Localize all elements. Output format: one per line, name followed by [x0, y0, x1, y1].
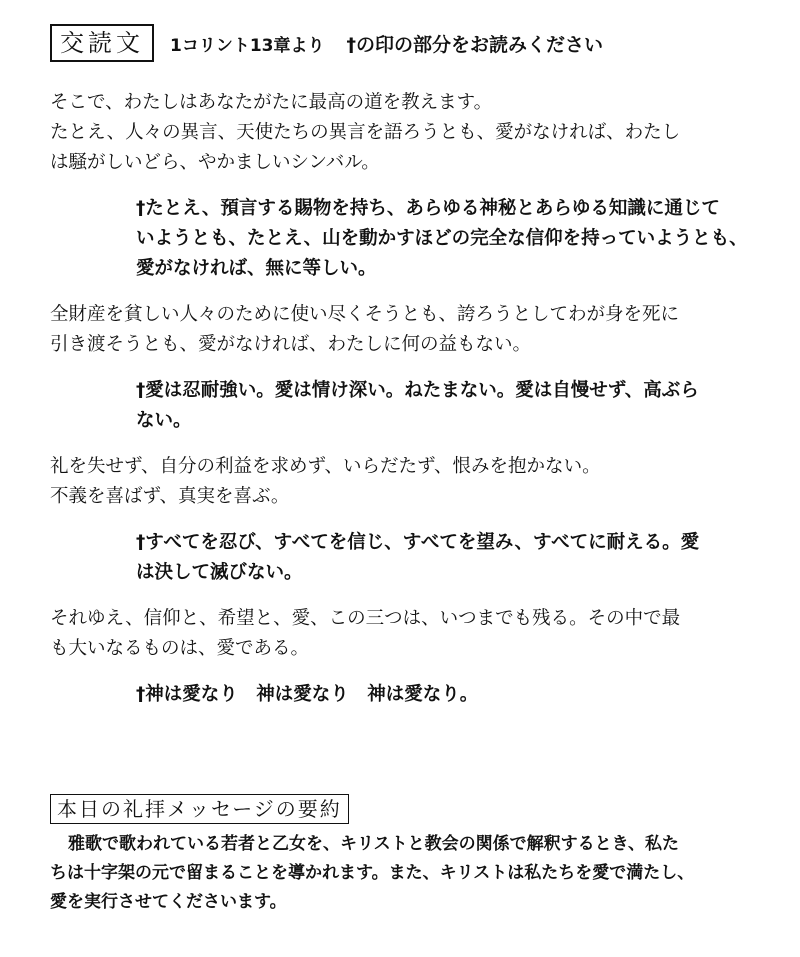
sermon-summary [50, 794, 755, 917]
text-line: いようとも、たとえ、山を動かすほどの完全な信仰を持っていようとも、 [136, 228, 748, 249]
leader-paragraph-4 [50, 604, 755, 664]
responsive-reading [50, 88, 755, 726]
text-line: 愛を実行させてくださいます。 [50, 892, 287, 912]
text-line: †神は愛なり 神は愛なり 神は愛なり。 [136, 684, 479, 705]
summary-title-box: 本日の礼拝メッセージの要約 [50, 794, 349, 824]
text-line: それゆえ、信仰と、希望と、愛、この三つは、いつまでも残る。その中で最 [50, 608, 681, 629]
text-line: 礼を失せず、自分の利益を求めず、いらだたず、恨みを抱かない。 [50, 456, 601, 477]
text-line: ちは十字架の元で留まることを導かれます。また、キリストは私たちを愛で満たし、 [50, 863, 695, 883]
text-line: も大いなるものは、愛である。 [50, 638, 310, 659]
reading-title-box: 交読文 [50, 24, 154, 62]
summary-text [50, 830, 755, 917]
leader-paragraph-2 [50, 300, 755, 360]
leader-paragraph-1 [50, 88, 755, 178]
text-line: 雅歌で歌われている若者と乙女を、キリストと教会の関係で解釈するとき、私た [68, 834, 679, 854]
reading-instruction: †の印の部分をお読みください [346, 33, 604, 56]
text-line: は決して滅びない。 [136, 562, 303, 583]
text-line: 引き渡そうとも、愛がなければ、わたしに何の益もない。 [50, 334, 532, 355]
text-line: 不義を喜ばず、真実を喜ぶ。 [50, 486, 290, 507]
congregation-response-3 [136, 528, 755, 588]
text-line: そこで、わたしはあなたがたに最高の道を教えます。 [50, 92, 493, 113]
scripture-reference: 1コリント13章より [170, 35, 325, 56]
text-line: †すべてを忍び、すべてを信じ、すべてを望み、すべてに耐える。愛 [136, 532, 700, 553]
text-line: 愛がなければ、無に等しい。 [136, 258, 377, 279]
congregation-response-1 [136, 194, 755, 284]
text-line: 全財産を貧しい人々のために使い尽くそうとも、誇ろうとしてわが身を死に [50, 304, 680, 325]
text-line: †愛は忍耐強い。愛は情け深い。ねたまない。愛は自慢せず、高ぶら [136, 380, 699, 401]
congregation-response-4 [136, 680, 755, 710]
header [50, 25, 603, 61]
text-line: ない。 [136, 410, 192, 431]
text-line: は騒がしいどら、やかましいシンバル。 [50, 152, 380, 173]
text-line: †たとえ、預言する賜物を持ち、あらゆる神秘とあらゆる知識に通じて [136, 198, 720, 219]
text-line: たとえ、人々の異言、天使たちの異言を語ろうとも、愛がなければ、わたし [50, 122, 681, 143]
leader-paragraph-3 [50, 452, 755, 512]
congregation-response-2 [136, 376, 755, 436]
